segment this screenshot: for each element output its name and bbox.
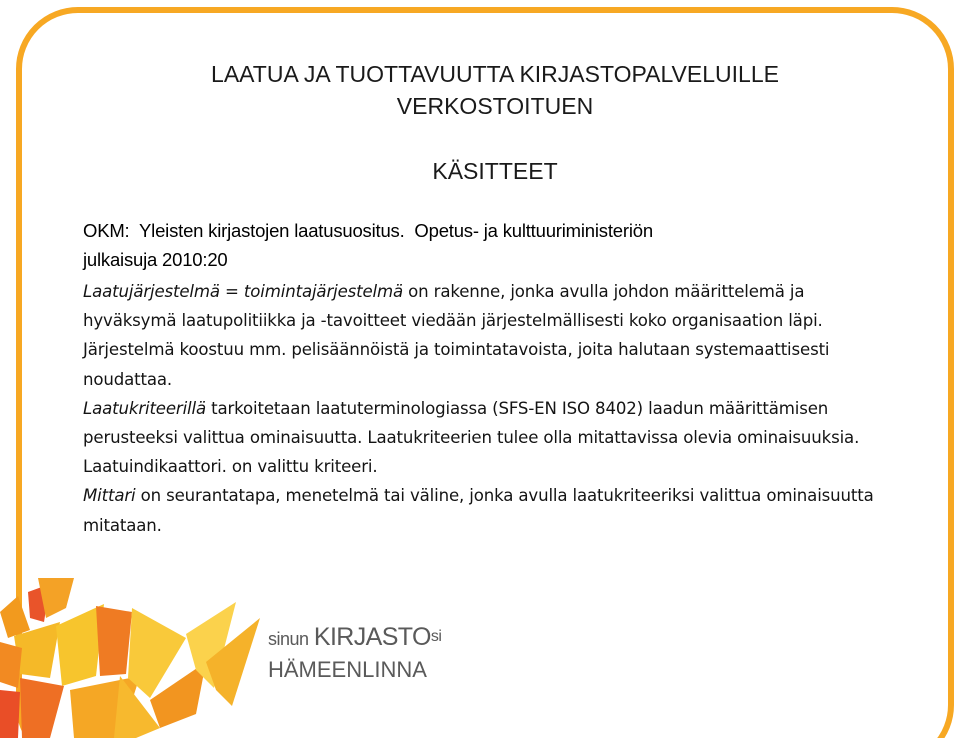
logo-word-sinun: sinun (268, 629, 309, 649)
slide-title-line1: LAATUA JA TUOTTAVUUTTA KIRJASTOPALVELUILLE (211, 61, 779, 87)
logo-line2: HÄMEENLINNA (268, 657, 427, 682)
logo-word-si: si (430, 628, 442, 645)
slide-title-line2: VERKOSTOITUEN (396, 93, 594, 119)
definition-mittari (83, 481, 883, 539)
definition-laatukriteeri (83, 394, 883, 482)
definition-laatujarjestelma (83, 277, 883, 394)
definition-laatujarjestelma-text: määrittelemä ja hyväksymä laatupolitiikka ja -tavoitteet viedään järjestelmällisesti koko organisaation läpi. Järjestelmä koostuu mm. pelisäännöistä ja toimintatavoista, joita halutaan systemaattisesti noudattaa. (83, 282, 830, 389)
definitions-text (83, 277, 883, 540)
logo-line1 (268, 622, 528, 656)
term-mittari: Mittari (83, 486, 136, 506)
logo-wordmark (268, 622, 528, 684)
term-laatukriteeri: Laatukriteerillä (83, 398, 206, 418)
logo-word-kirjasto: KIRJASTO (313, 623, 431, 651)
definition-laatukriteeri-text: tarkoitetaan laatuterminologiassa (SFS-EN ISO 8402) laadun määrittämisen perusteeksi valittua ominaisuutta. Laatukriteerien tulee olla mitattavissa olevia ominaisuuksia. Laatuindikaattori. on valittu kriteeri. (83, 398, 860, 477)
definition-mittari-text: on seurantatapa, menetelmä tai väline, jonka avulla laatukriteeriksi valittua ominaisuutta mitataan. (83, 486, 874, 535)
slide-subtitle: KÄSITTEET (432, 158, 558, 184)
term-laatujarjestelma: Laatujärjestelmä = toimintajärjestelmä (83, 282, 404, 301)
slide-title (60, 58, 930, 122)
logo-flame-graphic (0, 578, 270, 738)
intro-paragraph (83, 216, 863, 274)
intro-line1: OKM: Yleisten kirjastojen laatusuositus. Opetus- ja kulttuuriministeriön (83, 220, 653, 241)
intro-line2: julkaisuja 2010:20 (83, 249, 228, 270)
definition-laatujarjestelma-lead: on rakenne, jonka avulla johdon (403, 282, 670, 301)
